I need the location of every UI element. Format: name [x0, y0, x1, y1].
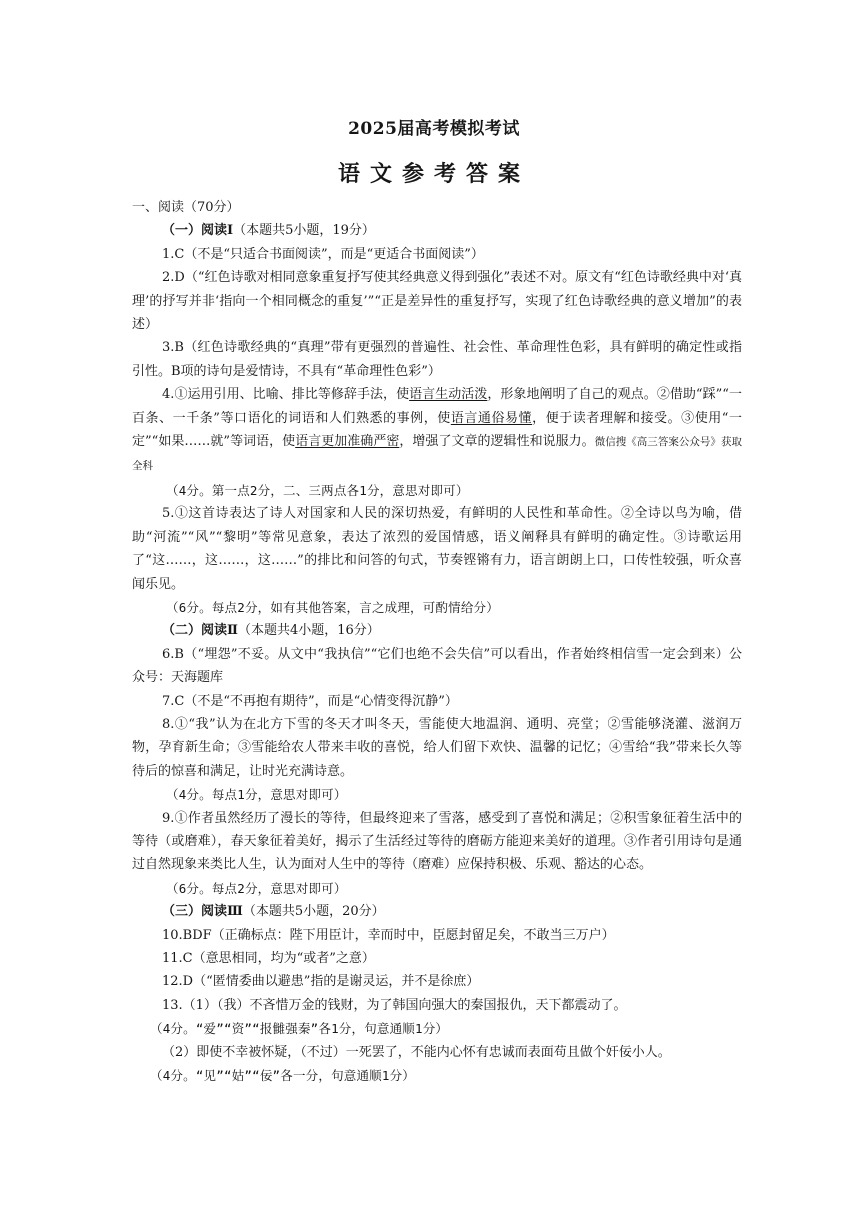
underlined-phrase: 语言更加准确严密	[295, 434, 400, 450]
subsection-info: （本题共4小题，16分）	[237, 623, 380, 639]
answer-q5: 5.①这首诗表达了诗人对国家和人民的深切热爱，有鲜明的人民性和革命性。②全诗以鸟为喻，借助“河流”“风”“黎明”等常见意象，表达了浓烈的爱国情感，语义阐释具有鲜明的确定性。③诗歌运用了“这……，这……，这……”的排比和问答的句式，节奏铿锵有力，语言朗朗上口，口传性较强，听众喜闻乐见。	[132, 506, 742, 592]
subsection-label: （二）阅读Ⅱ	[162, 623, 238, 639]
section-heading-reading: 一、阅读（70分）	[132, 200, 240, 215]
answer-title: 语文参考答案	[337, 161, 530, 187]
answer-q3: 3.B（红色诗歌经典的“真理”带有更强烈的普遍性、社会性、革命理性色彩，具有鲜明的确定性或指引性。B项的诗句是爱情诗，不具有“革命理性色彩”）	[132, 340, 742, 379]
answer-q8: 8.①“我”认为在北方下雪的冬天才叫冬天，雪能使大地温润、通明、亮堂；②雪能够浇灌、滋润万物，孕育新生命；③雪能给农人带来丰收的喜悦，给人们留下欢快、温馨的记忆；④雪给“我”带来长久等待后的惊喜和满足，让时光充满诗意。	[132, 716, 742, 779]
watermark-note: 微信搜《高三答案公众号》获取全科	[132, 436, 742, 473]
answer-q12: 12.D（“匿情委曲以避患”指的是谢灵运，并不是徐庶）	[162, 974, 480, 990]
answer-content	[132, 196, 742, 1087]
subsection-reading-2	[132, 619, 742, 642]
scoring-note-q13-2: （4分。“见”“姑”“佞”各一分，句意通顺1分）	[150, 1068, 416, 1084]
answer-q13-2: （2）即使不幸被怀疑，（不过）一死罢了，不能内心怀有忠诚而表面苟且做个奸佞小人。	[162, 1044, 671, 1060]
underlined-phrase: 语言生动活泼	[409, 387, 488, 403]
scoring-note-q9: （6分。每点2分，意思对即可）	[166, 880, 347, 896]
answer-q2: 2.D（“红色诗歌对相同意象重复抒写使其经典意义得到强化”表述不对。原文有“红色诗歌经典中对‘真理’的抒写并非‘指向一个相同概念的重复’”“正是差异性的重复抒写，实现了红色诗歌经典的意义增加”的表述）	[132, 270, 742, 333]
answer-q4-part: ，便于读者理解和接受。③使用“一定”“如果……就”等词语，使	[132, 410, 742, 450]
answer-q4	[132, 383, 742, 479]
answer-q13-1: 13.（1）（我）不吝惜万金的钱财，为了韩国向强大的秦国报仇，天下都震动了。	[162, 997, 627, 1013]
answer-q4-part: ，增强了文章的逻辑性和说服力。	[399, 434, 595, 450]
subsection-info: （本题共5小题，19分）	[233, 223, 375, 239]
underlined-phrase: 语言通俗易懂	[450, 410, 533, 426]
answer-q9: 9.①作者虽然经历了漫长的等待，但最终迎来了雪落，感受到了喜悦和满足；②积雪象征着生活中的等待（或磨难），春天象征着美好，揭示了生活经过等待的磨砺方能迎来美好的道理。③作者引用诗句是通过自然现象来类比人生，认为面对人生中的等待（磨难）应保持积极、乐观、豁达的心态。	[132, 810, 742, 873]
exam-title: 2025届高考模拟考试	[348, 119, 520, 139]
subsection-reading-1	[132, 219, 742, 242]
answer-q7: 7.C（不是“不再抱有期待”，而是“心情变得沉静”）	[162, 693, 458, 709]
answer-q10: 10.BDF（正确标点：陛下用臣计，幸而时中，臣愿封留足矣，不敢当三万户）	[162, 927, 615, 943]
scoring-note-q4: （4分。第一点2分，二、三两点各1分，意思对即可）	[166, 482, 469, 498]
scoring-note-q5: （6分。每点2分，如有其他答案，言之成理，可酌情给分）	[166, 599, 499, 615]
subsection-info: （本题共5小题，20分）	[242, 904, 385, 920]
answer-q11: 11.C（意思相同，均为“或者”之意）	[162, 951, 375, 966]
subsection-reading-3	[132, 900, 742, 923]
answer-q6: 6.B（“埋怨”不妥。从文中“我执信”“它们也绝不会失信”可以看出，作者始终相信雪一定会到来）公众号：天海题库	[132, 646, 742, 686]
answer-q4-part: ，形象地阐明了自己的观点。②借助“踩”“一百条、一千条”等口语化的词语和人们熟悉的事例，使	[132, 387, 742, 426]
answer-q4-part: 4.①运用引用、比喻、排比等修辞手法，使	[162, 387, 410, 403]
subsection-label: （三）阅读Ⅲ	[162, 904, 243, 920]
answer-q1: 1.C（不是“只适合书面阅读”，而是“更适合书面阅读”）	[162, 246, 484, 262]
subsection-label: （一）阅读Ⅰ	[162, 223, 234, 239]
scoring-note-q13-1: （4分。“爱”“资”“报雠强秦”各1分，句意通顺1分）	[150, 1021, 449, 1037]
scoring-note-q8: （4分。每点1分，意思对即可）	[166, 787, 347, 803]
